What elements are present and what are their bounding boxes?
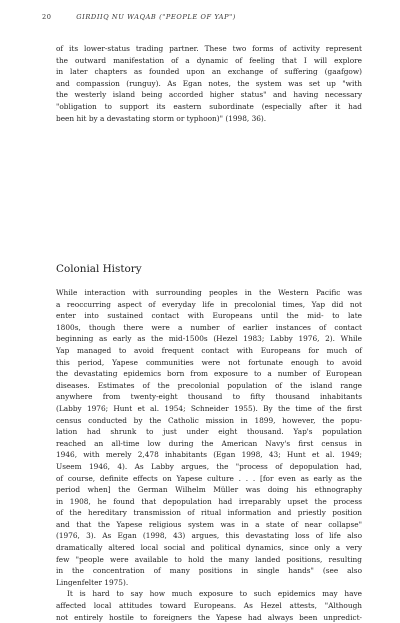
text-line: beginning as early as the mid-1500s (Hezel 1983; Labby 1976, 2). While	[56, 334, 362, 344]
paragraph	[56, 287, 362, 588]
text-line: (1976, 3). As Egan (1998, 43) argues, this devastating loss of life also	[56, 531, 362, 541]
text-line: anywhere from twenty-eight thousand to fifty thousand inhabitants	[56, 392, 362, 402]
text-line: and that the Yapese religious system was in a state of near collapse"	[56, 519, 362, 529]
text-line: of the hereditary transmission of ritual information and priestly position	[56, 508, 362, 518]
text-line: (Labby 1976; Hunt et al. 1954; Schneider 1955). By the time of the first	[56, 403, 362, 413]
text-line: in later chapters as founded upon an exchange of suffering (gaafgow)	[56, 67, 362, 77]
text-line: period when] the German Wilhelm Müller was doing his ethnography	[56, 485, 362, 495]
text-line: enter into sustained contact with Europeans until the mid- to late	[56, 311, 362, 321]
text-line: the outward manifestation of a dynamic of feeling that I will explore	[56, 55, 362, 65]
running-head-title: GIRDIIQ NU WAQAB ("PEOPLE OF YAP")	[76, 13, 236, 21]
paragraph	[56, 588, 362, 623]
page-number: 20	[42, 13, 52, 21]
text-line: reached an all-time low during the American Navy's first census in	[56, 438, 362, 448]
text-line: "obligation to support its eastern subordinate (especially after it had	[56, 101, 362, 111]
text-line: lation had shrunk to just under eight thousand. Yap's population	[56, 427, 362, 437]
text-line: and compassion (runguy). As Egan notes, the system was set up "with	[56, 78, 362, 88]
text-line: Useem 1946, 4). As Labby argues, the "process of depopulation had,	[56, 461, 362, 471]
text-line: affected local attitudes toward Europeans. As Hezel attests, "Although	[56, 601, 362, 611]
text-line: dramatically altered local social and political dynamics, since only a very	[56, 543, 362, 553]
text-line: been hit by a devastating storm or typhoon)" (1998, 36).	[56, 113, 267, 123]
text-line: 1946, with merely 2,478 inhabitants (Egan 1998, 43; Hunt et al. 1949;	[56, 450, 362, 460]
text-line: a reoccurring aspect of everyday life in precolonial times, Yap did not	[56, 299, 362, 309]
text-line: of its lower-status trading partner. These two forms of activity represent	[56, 44, 362, 53]
text-line: in 1908, he found that depopulation had irreparably upset the process	[56, 496, 362, 506]
text-line: Yap managed to avoid frequent contact with Europeans for much of	[56, 345, 362, 355]
text-line: the westerly island being accorded higher status" and having necessary	[56, 90, 362, 100]
text-line: While interaction with surrounding peoples in the Western Pacific was	[56, 288, 362, 297]
continued-paragraph	[56, 43, 362, 124]
text-line: Lingenfelter 1975).	[56, 577, 129, 587]
text-line: It is hard to say how much exposure to such epidemics may have	[67, 589, 362, 599]
text-line: 1800s, though there were a number of earlier instances of contact	[56, 322, 362, 332]
section-body	[56, 287, 362, 623]
text-line: in the concentration of many positions in single hands" (see also	[56, 566, 362, 576]
running-head	[42, 11, 362, 23]
text-line: of course, definite effects on Yapese culture . . . [for even as early as the	[56, 473, 362, 483]
text-line: few "people were available to hold the many landed positions, resulting	[56, 554, 362, 564]
text-line: diseases. Estimates of the precolonial population of the island range	[56, 380, 362, 390]
text-line: not entirely hostile to foreigners the Yapese had always been unpredict-	[56, 612, 362, 622]
text-line: this period, Yapese communities were not fortunate enough to avoid	[56, 357, 362, 367]
section-heading: Colonial History	[56, 263, 142, 275]
text-line: census conducted by the Catholic mission in 1899, however, the popu-	[56, 415, 362, 425]
text-line: the devastating epidemics born from exposure to a number of European	[56, 369, 362, 379]
